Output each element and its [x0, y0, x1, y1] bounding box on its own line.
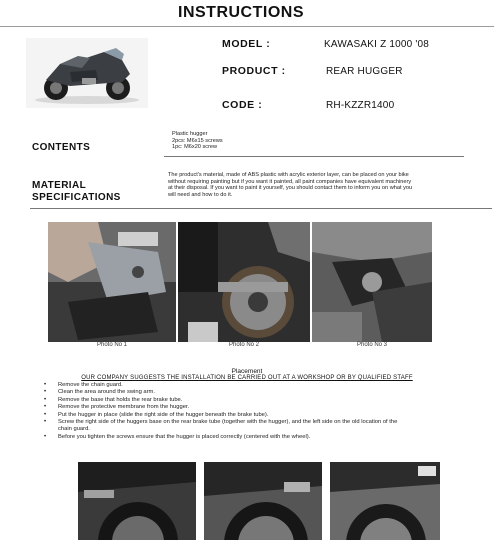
model-value: KAWASAKI Z 1000 '08	[324, 39, 430, 50]
bullet-icon: •	[44, 404, 47, 411]
photo-1-caption: Photo No 1	[96, 342, 128, 348]
bullet-icon: •	[44, 389, 47, 396]
bullet-icon: •	[44, 382, 47, 388]
contents-divider	[164, 156, 464, 157]
material-label-line2: SPECIFICATIONS	[32, 192, 121, 203]
bullet-icon: •	[44, 396, 47, 403]
step-item-continuation: chain guard.	[58, 426, 90, 433]
photo-3-caption: Photo No 3	[356, 342, 388, 348]
motorcycle-image	[26, 38, 148, 108]
contents-item: 1pc: M6x20 screw	[172, 144, 218, 151]
step-item: • Before you tighten the screws ensure that the hugger is placed correctly (centered with the wheel).	[44, 433, 311, 440]
contents-item: 2pcs: M6x15 screws	[172, 137, 223, 144]
photo-2-caption: Photo No 2	[228, 342, 260, 348]
step-item: • Screw the right side of the huggers base on the rear brake tube (together with the hugger), and the left side on the old location of the	[44, 419, 398, 426]
installation-steps	[44, 382, 444, 441]
bullet-icon: •	[44, 433, 47, 440]
material-line: The product's material, made of ABS plastic with acrylic exterior layer, can be placed on your bike	[168, 172, 409, 178]
photo-6	[330, 462, 440, 540]
page-title: INSTRUCTIONS	[178, 4, 304, 21]
bullet-icon: •	[44, 411, 47, 418]
product-value: REAR HUGGER	[326, 66, 403, 77]
contents-list	[172, 131, 223, 151]
code-value: RH-KZZR1400	[326, 100, 395, 111]
placement-title: Placement	[231, 368, 263, 375]
material-label-line1: MATERIAL	[32, 180, 87, 191]
model-label: MODEL :	[222, 38, 271, 50]
code-label: CODE :	[222, 99, 263, 111]
material-divider	[30, 208, 492, 209]
placement-subtitle: OUR COMPANY SUGGESTS THE INSTALLATION BE CARRIED OUT AT A WORKSHOP OR BY QUALIFIED STAFF	[81, 375, 413, 381]
material-line: will need and how to do it.	[168, 191, 233, 198]
material-line: at their disposal. If you want to paint it yourself, you should contact them to inform you on what you	[168, 185, 413, 192]
product-label: PRODUCT :	[222, 65, 286, 77]
photo-5	[204, 462, 322, 540]
photo-3	[312, 222, 432, 342]
contents-label: CONTENTS	[32, 142, 91, 153]
step-item: • Remove the base that holds the rear brake tube.	[44, 396, 183, 403]
step-item: • Clean the area around the swing arm.	[44, 389, 155, 396]
bullet-icon: •	[44, 419, 47, 426]
contents-item: Plastic hugger	[172, 131, 208, 137]
step-item: • Remove the protective membrane from the hugger.	[44, 404, 190, 411]
step-item: • Remove the chain guard.	[44, 382, 123, 388]
photo-2	[178, 222, 310, 342]
header-divider	[0, 26, 494, 27]
material-description	[168, 172, 478, 198]
step-item: • Put the hugger in place (slide the right side of the hugger beneath the brake tube).	[44, 411, 269, 418]
photo-4	[78, 462, 196, 540]
material-line: without requiring painting but if you want it painted, all paint companies have equivalent machinery	[168, 178, 412, 185]
photo-1	[48, 222, 176, 342]
material-label	[32, 180, 121, 204]
